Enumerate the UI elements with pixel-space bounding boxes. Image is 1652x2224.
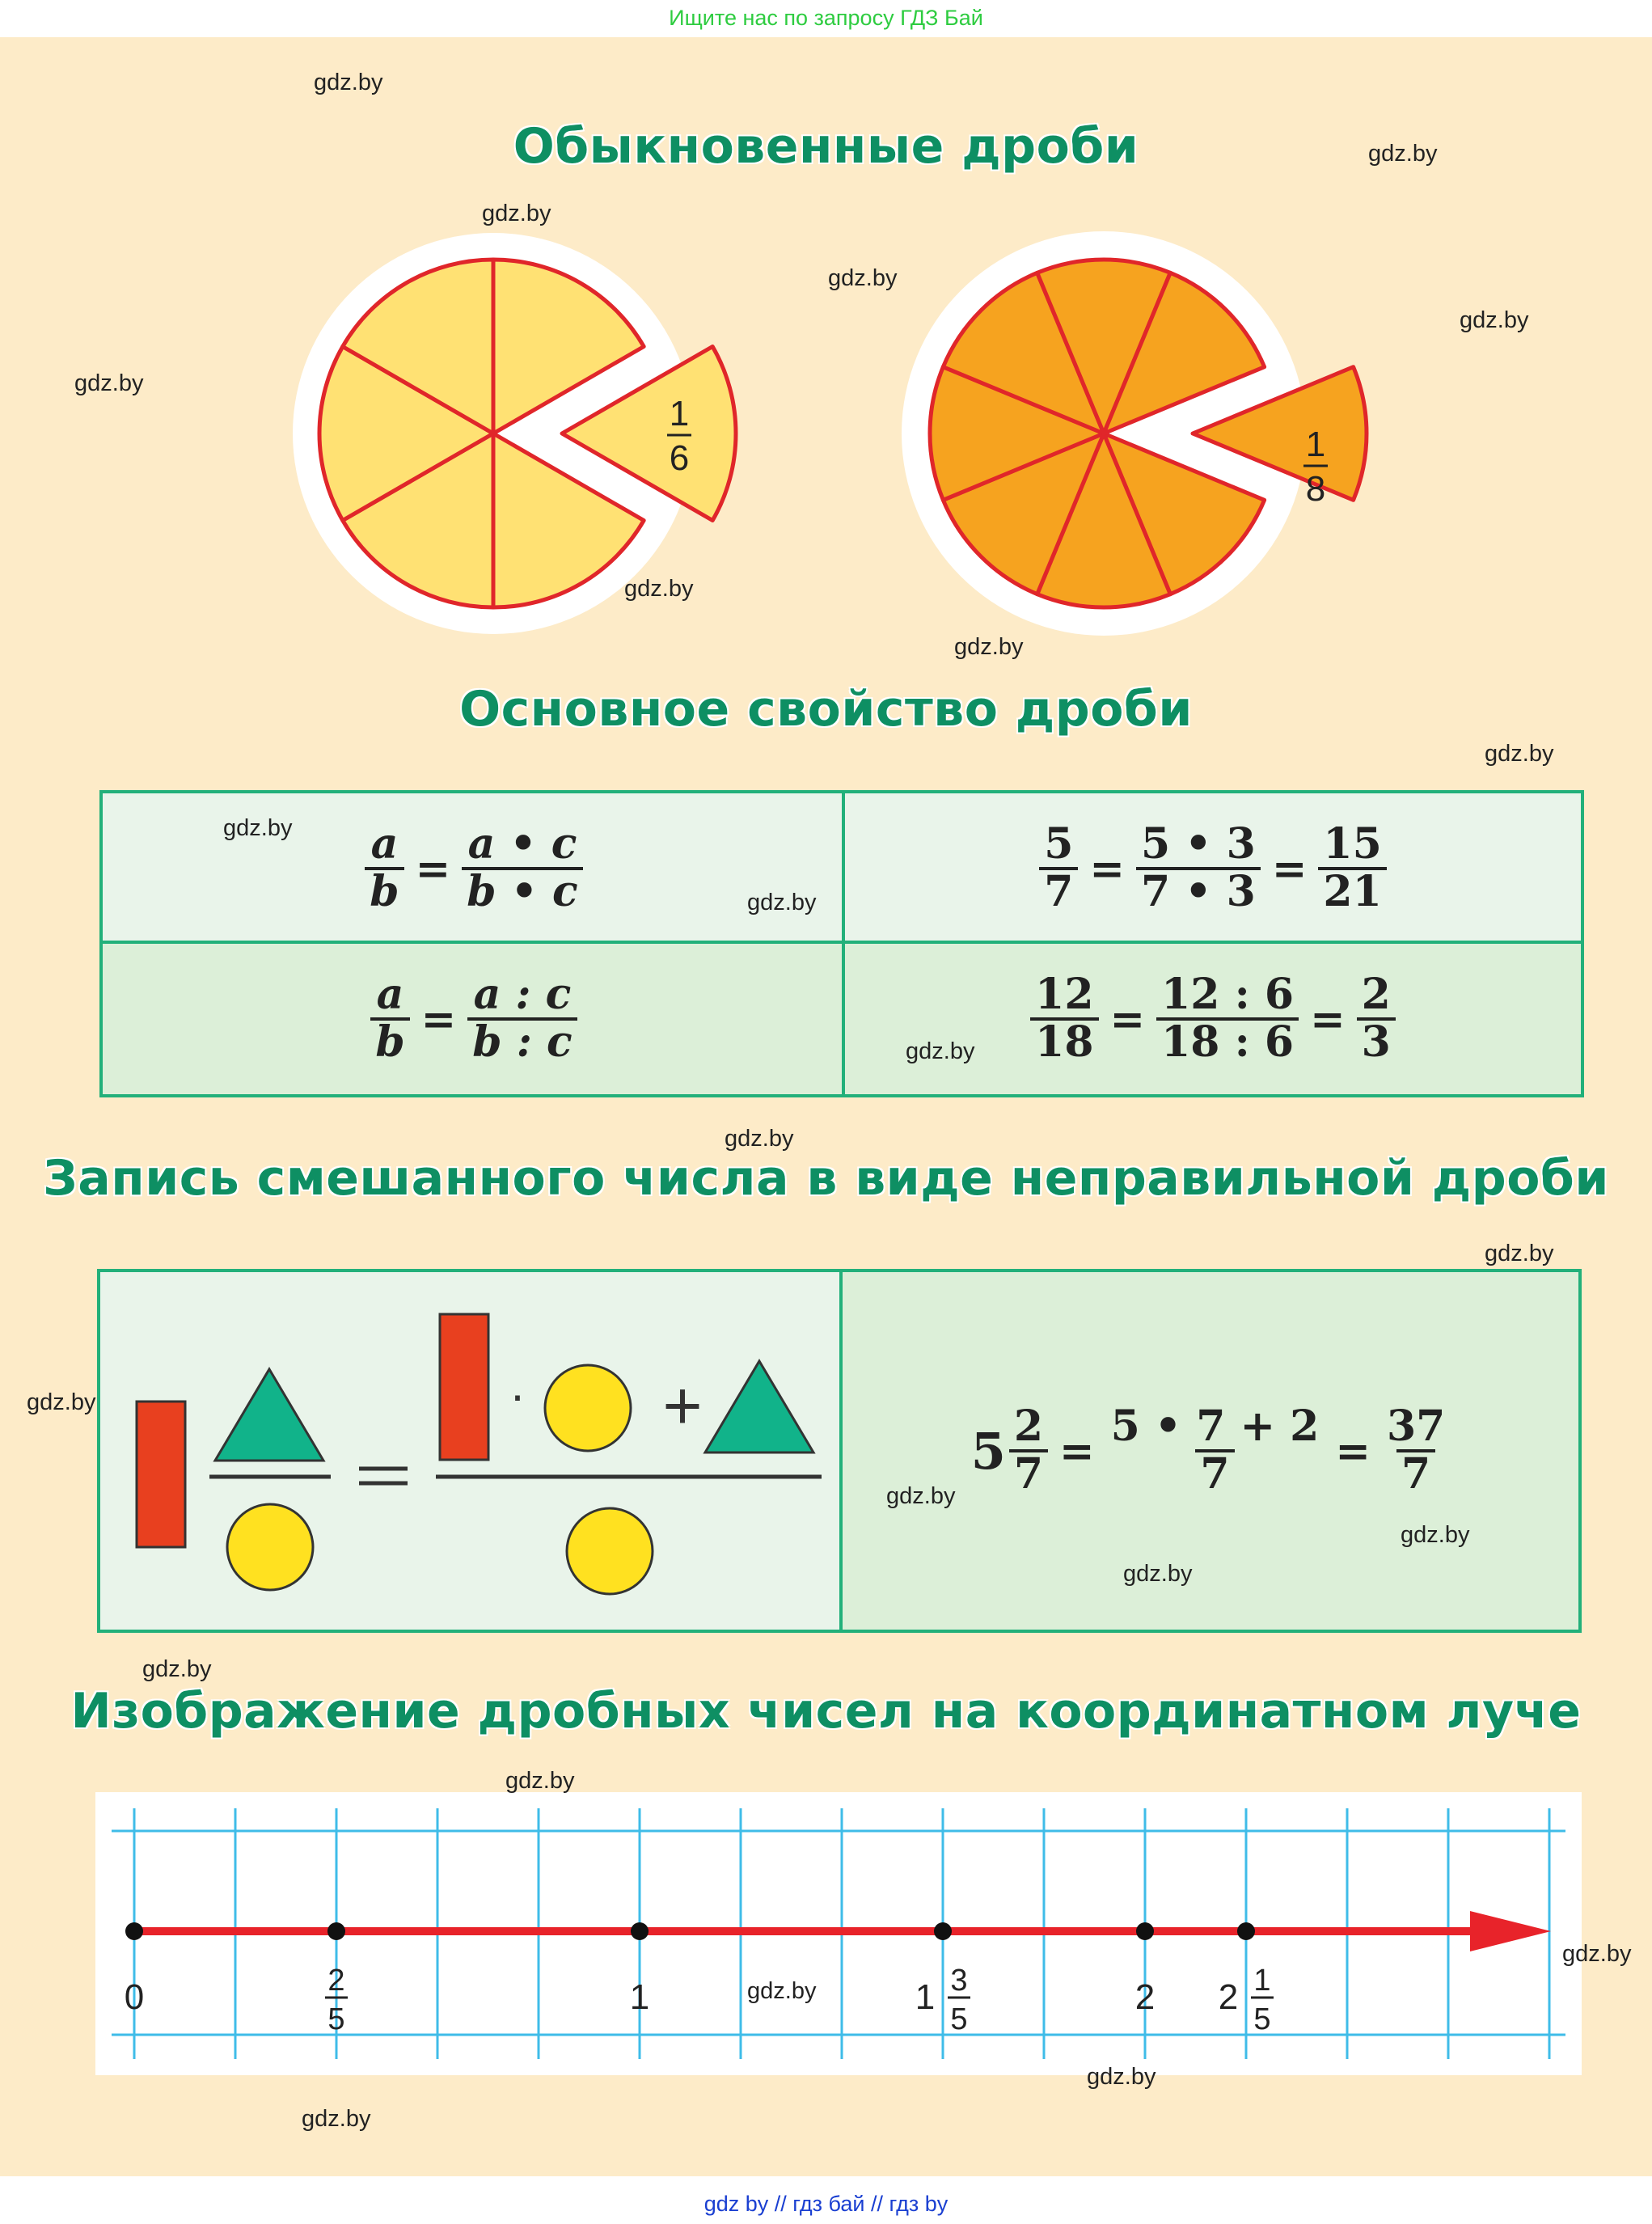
equals-sign: =: [415, 844, 451, 894]
triangle-symbol: [215, 1369, 323, 1461]
frac-num: a • c: [467, 819, 577, 869]
axis-point: [934, 1922, 952, 1940]
watermark: gdz.by: [1485, 1241, 1554, 1266]
watermark: gdz.by: [314, 70, 383, 95]
frac-den: 18 : 6: [1156, 1017, 1299, 1065]
plus-sign: +: [662, 1368, 703, 1444]
frac-den: b: [365, 867, 403, 915]
tick-label-whole: 1: [915, 1977, 936, 2017]
equals-sign: =: [1335, 1426, 1371, 1476]
axis-point: [327, 1922, 345, 1940]
pie-eighths-denominator: 8: [1305, 469, 1326, 509]
tick-label: 2: [1134, 1977, 1156, 2017]
circle-symbol: [227, 1504, 313, 1590]
equals-sign: =: [1271, 844, 1308, 894]
symbolic-formula: [100, 1272, 843, 1630]
watermark: gdz.by: [1562, 1941, 1632, 1967]
heading-mixed-number: Запись смешанного числа в виде неправильной дроби: [43, 1150, 1609, 1207]
top-banner[interactable]: Ищите нас по запросу ГДЗ Бай: [669, 6, 983, 30]
axis-point: [631, 1922, 649, 1940]
frac-num: 5: [1044, 819, 1074, 869]
axis-label: [125, 1977, 144, 2017]
frac-den: 18: [1030, 1017, 1098, 1065]
axis-point: [125, 1922, 143, 1940]
watermark: gdz.by: [1123, 1561, 1193, 1587]
watermark: gdz.by: [505, 1768, 575, 1794]
tick-label-num: 1: [1253, 1964, 1271, 1998]
bottom-banner[interactable]: gdz by // гдз бай // гдз by: [703, 2192, 949, 2216]
triangle-symbol: [705, 1361, 813, 1452]
pie-eighths-numerator: 1: [1305, 425, 1326, 464]
frac-num: 12: [1035, 970, 1094, 1020]
watermark: gdz.by: [1401, 1522, 1470, 1548]
frac-num: 37: [1386, 1402, 1446, 1452]
frac-num: 2: [1361, 970, 1391, 1020]
frac-den: b: [370, 1017, 409, 1065]
watermark: gdz.by: [886, 1483, 956, 1509]
equals-sign: =: [1089, 844, 1125, 894]
number-line: [95, 1792, 1582, 2075]
equals-sign: =: [420, 994, 457, 1044]
watermark: gdz.by: [1368, 141, 1438, 167]
pie-sixths-numerator: 1: [669, 394, 690, 433]
axis-label: [1135, 1977, 1155, 2017]
watermark: gdz.by: [747, 890, 817, 915]
watermark: gdz.by: [223, 815, 293, 841]
circle-symbol: [545, 1365, 631, 1451]
frac-den: 7: [1396, 1449, 1435, 1497]
tick-label-den: 5: [327, 2002, 345, 2036]
pie-eighths: [898, 231, 1383, 684]
equals-sign: =: [1310, 994, 1346, 1044]
tick-label-num: 2: [327, 1964, 345, 1998]
mixed-example: [843, 1272, 1578, 1630]
tick-label: 1: [629, 1977, 650, 2017]
tick-label-num: 3: [950, 1964, 968, 1998]
frac-num: 15: [1323, 819, 1382, 869]
tick-label-den: 5: [1253, 2002, 1271, 2036]
rect-symbol: [440, 1314, 488, 1460]
frac-den: 3: [1357, 1017, 1396, 1065]
watermark: gdz.by: [302, 2106, 371, 2132]
frac-num: 5 • 7 + 2: [1110, 1402, 1320, 1452]
frac-den: 7: [1009, 1449, 1048, 1497]
axis-arrowhead: [1470, 1911, 1551, 1951]
frac-num: 12 : 6: [1161, 970, 1295, 1020]
frac-den: 7: [1039, 867, 1078, 915]
pie-sixths-denominator: 6: [669, 438, 690, 478]
axis-point: [1136, 1922, 1154, 1940]
watermark: gdz.by: [27, 1389, 96, 1415]
watermark: gdz.by: [906, 1038, 975, 1064]
equals-sign: =: [1109, 994, 1146, 1044]
pie-sixths: [291, 199, 744, 684]
frac-den: 7 • 3: [1136, 867, 1261, 915]
mixed-table: [97, 1269, 1582, 1633]
watermark: gdz.by: [142, 1656, 212, 1682]
watermark: gdz.by: [1460, 307, 1529, 333]
frac-num: a: [376, 970, 404, 1020]
watermark: gdz.by: [74, 370, 144, 396]
watermark: gdz.by: [828, 265, 898, 291]
formula-divide: [103, 944, 845, 1094]
multiply-dot: ·: [509, 1368, 526, 1422]
watermark: gdz.by: [954, 634, 1024, 660]
circle-symbol: [567, 1508, 653, 1594]
axis-label: [630, 1977, 649, 2017]
heading-number-line: Изображение дробных чисел на координатном луче: [70, 1683, 1582, 1740]
frac-num: 5 • 3: [1141, 819, 1256, 869]
frac-den: 7: [1195, 1449, 1234, 1497]
example-multiply: [845, 793, 1581, 944]
frac-den: 21: [1318, 867, 1386, 915]
tick-label-den: 5: [950, 2002, 968, 2036]
example-divide: [845, 944, 1581, 1094]
axis-point: [1237, 1922, 1255, 1940]
watermark: gdz.by: [482, 201, 551, 226]
tick-label-whole: 2: [1218, 1977, 1239, 2017]
heading-basic-property: Основное свойство дроби: [459, 681, 1193, 738]
frac-den: b : c: [467, 1017, 577, 1065]
property-table: [99, 790, 1584, 1097]
heading-common-fractions: Обыкновенные дроби: [513, 118, 1139, 175]
tick-label: 0: [124, 1977, 145, 2017]
frac-den: b • c: [462, 867, 582, 915]
watermark: gdz.by: [624, 576, 694, 602]
frac-num: a : c: [473, 970, 572, 1020]
frac-num: 2: [1013, 1402, 1044, 1452]
watermark: gdz.by: [1087, 2064, 1156, 2090]
mixed-whole: 5: [970, 1421, 1006, 1481]
watermark: gdz.by: [1485, 741, 1554, 767]
watermark: gdz.by: [725, 1126, 794, 1152]
rect-symbol: [137, 1402, 185, 1547]
equals-sign: =: [1059, 1426, 1095, 1476]
frac-num: a: [370, 819, 399, 869]
watermark: gdz.by: [747, 1978, 817, 2004]
page: [0, 37, 1652, 2176]
formula-multiply: [103, 793, 845, 944]
